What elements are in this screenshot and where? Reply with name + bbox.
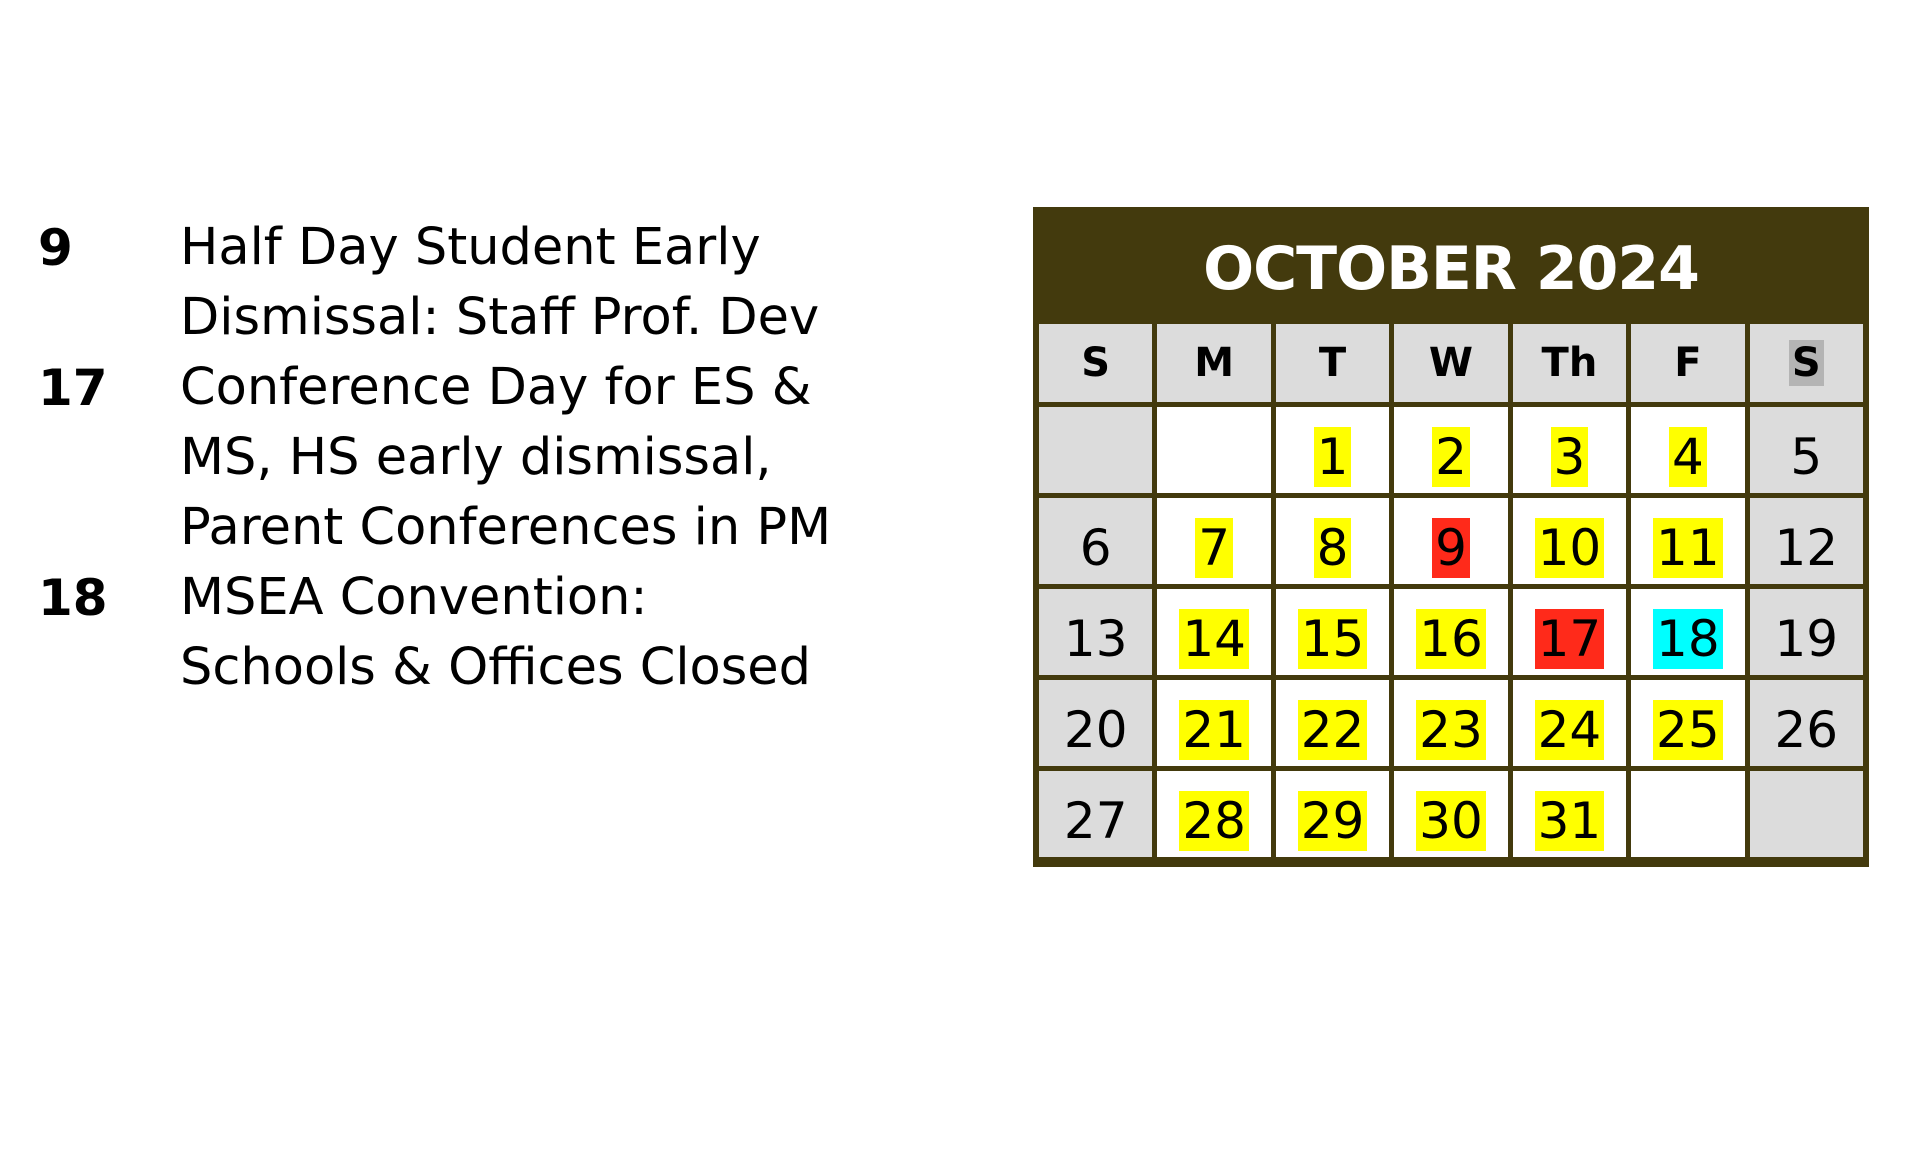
day-number: 19 bbox=[1774, 610, 1839, 668]
calendar-day-11[interactable] bbox=[1631, 498, 1744, 584]
event-description bbox=[180, 563, 811, 703]
weekday-header-friday bbox=[1631, 324, 1744, 402]
calendar-day-31[interactable] bbox=[1513, 771, 1626, 857]
calendar-day-8[interactable] bbox=[1276, 498, 1389, 584]
event-description-line: Half Day Student Early bbox=[180, 218, 761, 277]
calendar-day-20[interactable] bbox=[1039, 680, 1152, 766]
event-item bbox=[38, 353, 918, 563]
calendar-empty-cell bbox=[1750, 771, 1863, 857]
weekday-header-monday bbox=[1157, 324, 1270, 402]
calendar-day-9[interactable] bbox=[1394, 498, 1507, 584]
event-description bbox=[180, 213, 819, 353]
day-number: 23 bbox=[1416, 700, 1486, 760]
day-number: 16 bbox=[1416, 609, 1486, 669]
calendar-empty-cell bbox=[1631, 771, 1744, 857]
calendar-day-21[interactable] bbox=[1157, 680, 1270, 766]
event-notes bbox=[38, 213, 918, 703]
day-number: 1 bbox=[1314, 427, 1352, 487]
day-number: 5 bbox=[1790, 428, 1823, 486]
calendar-day-19[interactable] bbox=[1750, 589, 1863, 675]
event-description-line: Conference Day for ES & bbox=[180, 358, 812, 417]
day-number: 14 bbox=[1179, 609, 1249, 669]
weekday-label: W bbox=[1428, 340, 1474, 386]
weekday-header-sunday bbox=[1039, 324, 1152, 402]
calendar-day-25[interactable] bbox=[1631, 680, 1744, 766]
day-number: 22 bbox=[1298, 700, 1368, 760]
calendar-day-6[interactable] bbox=[1039, 498, 1152, 584]
day-number: 13 bbox=[1063, 610, 1128, 668]
day-number: 11 bbox=[1653, 518, 1723, 578]
day-number: 24 bbox=[1535, 700, 1605, 760]
day-number: 2 bbox=[1432, 427, 1470, 487]
event-day: 9 bbox=[38, 219, 73, 277]
calendar-day-30[interactable] bbox=[1394, 771, 1507, 857]
day-number: 27 bbox=[1063, 792, 1128, 850]
day-number: 9 bbox=[1432, 518, 1470, 578]
calendar-day-16[interactable] bbox=[1394, 589, 1507, 675]
weekday-label: Th bbox=[1541, 340, 1598, 386]
day-number: 30 bbox=[1416, 791, 1486, 851]
calendar-day-18[interactable] bbox=[1631, 589, 1744, 675]
day-number: 4 bbox=[1669, 427, 1707, 487]
day-number: 21 bbox=[1179, 700, 1249, 760]
calendar-day-4[interactable] bbox=[1631, 407, 1744, 493]
calendar-day-15[interactable] bbox=[1276, 589, 1389, 675]
day-number: 6 bbox=[1079, 519, 1112, 577]
calendar-day-26[interactable] bbox=[1750, 680, 1863, 766]
day-number: 18 bbox=[1653, 609, 1723, 669]
day-number: 3 bbox=[1551, 427, 1589, 487]
day-number: 15 bbox=[1298, 609, 1368, 669]
calendar-day-22[interactable] bbox=[1276, 680, 1389, 766]
weekday-label: S bbox=[1081, 340, 1111, 386]
calendar-day-10[interactable] bbox=[1513, 498, 1626, 584]
calendar-day-17[interactable] bbox=[1513, 589, 1626, 675]
event-day: 18 bbox=[38, 569, 108, 627]
event-description-line: MS, HS early dismissal, bbox=[180, 428, 772, 487]
calendar-title: OCTOBER 2024 bbox=[1203, 234, 1699, 304]
day-number: 10 bbox=[1535, 518, 1605, 578]
calendar-day-29[interactable] bbox=[1276, 771, 1389, 857]
event-description-line: Schools & Offices Closed bbox=[180, 638, 812, 697]
event-day: 17 bbox=[38, 359, 108, 417]
day-number: 7 bbox=[1195, 518, 1233, 578]
calendar-day-14[interactable] bbox=[1157, 589, 1270, 675]
calendar-empty-cell bbox=[1157, 407, 1270, 493]
calendar-day-7[interactable] bbox=[1157, 498, 1270, 584]
calendar-day-24[interactable] bbox=[1513, 680, 1626, 766]
weekday-label: M bbox=[1194, 340, 1235, 386]
weekday-header-saturday bbox=[1750, 324, 1863, 402]
weekday-label: F bbox=[1674, 340, 1702, 386]
day-number: 28 bbox=[1179, 791, 1249, 851]
event-description-line: MSEA Convention: bbox=[180, 568, 648, 627]
day-number: 29 bbox=[1298, 791, 1368, 851]
weekday-label: S bbox=[1789, 340, 1824, 386]
calendar-day-1[interactable] bbox=[1276, 407, 1389, 493]
calendar-grid bbox=[1039, 324, 1863, 857]
day-number: 17 bbox=[1535, 609, 1605, 669]
calendar-day-13[interactable] bbox=[1039, 589, 1152, 675]
calendar-day-2[interactable] bbox=[1394, 407, 1507, 493]
event-description bbox=[180, 353, 831, 563]
day-number: 12 bbox=[1774, 519, 1839, 577]
day-number: 25 bbox=[1653, 700, 1723, 760]
day-number: 20 bbox=[1063, 701, 1128, 759]
calendar-day-28[interactable] bbox=[1157, 771, 1270, 857]
event-description-line: Dismissal: Staff Prof. Dev bbox=[180, 288, 820, 347]
day-number: 8 bbox=[1314, 518, 1352, 578]
calendar-day-3[interactable] bbox=[1513, 407, 1626, 493]
weekday-label: T bbox=[1318, 340, 1347, 386]
weekday-header-wednesday bbox=[1394, 324, 1507, 402]
calendar-day-23[interactable] bbox=[1394, 680, 1507, 766]
event-item bbox=[38, 213, 918, 353]
day-number: 31 bbox=[1535, 791, 1605, 851]
event-item bbox=[38, 563, 918, 703]
calendar-empty-cell bbox=[1039, 407, 1152, 493]
calendar-day-12[interactable] bbox=[1750, 498, 1863, 584]
event-description-line: Parent Conferences in PM bbox=[180, 498, 832, 557]
weekday-header-thursday bbox=[1513, 324, 1626, 402]
calendar-day-5[interactable] bbox=[1750, 407, 1863, 493]
weekday-header-tuesday bbox=[1276, 324, 1389, 402]
calendar-day-27[interactable] bbox=[1039, 771, 1152, 857]
day-number: 26 bbox=[1774, 701, 1839, 759]
month-calendar bbox=[1033, 207, 1869, 867]
